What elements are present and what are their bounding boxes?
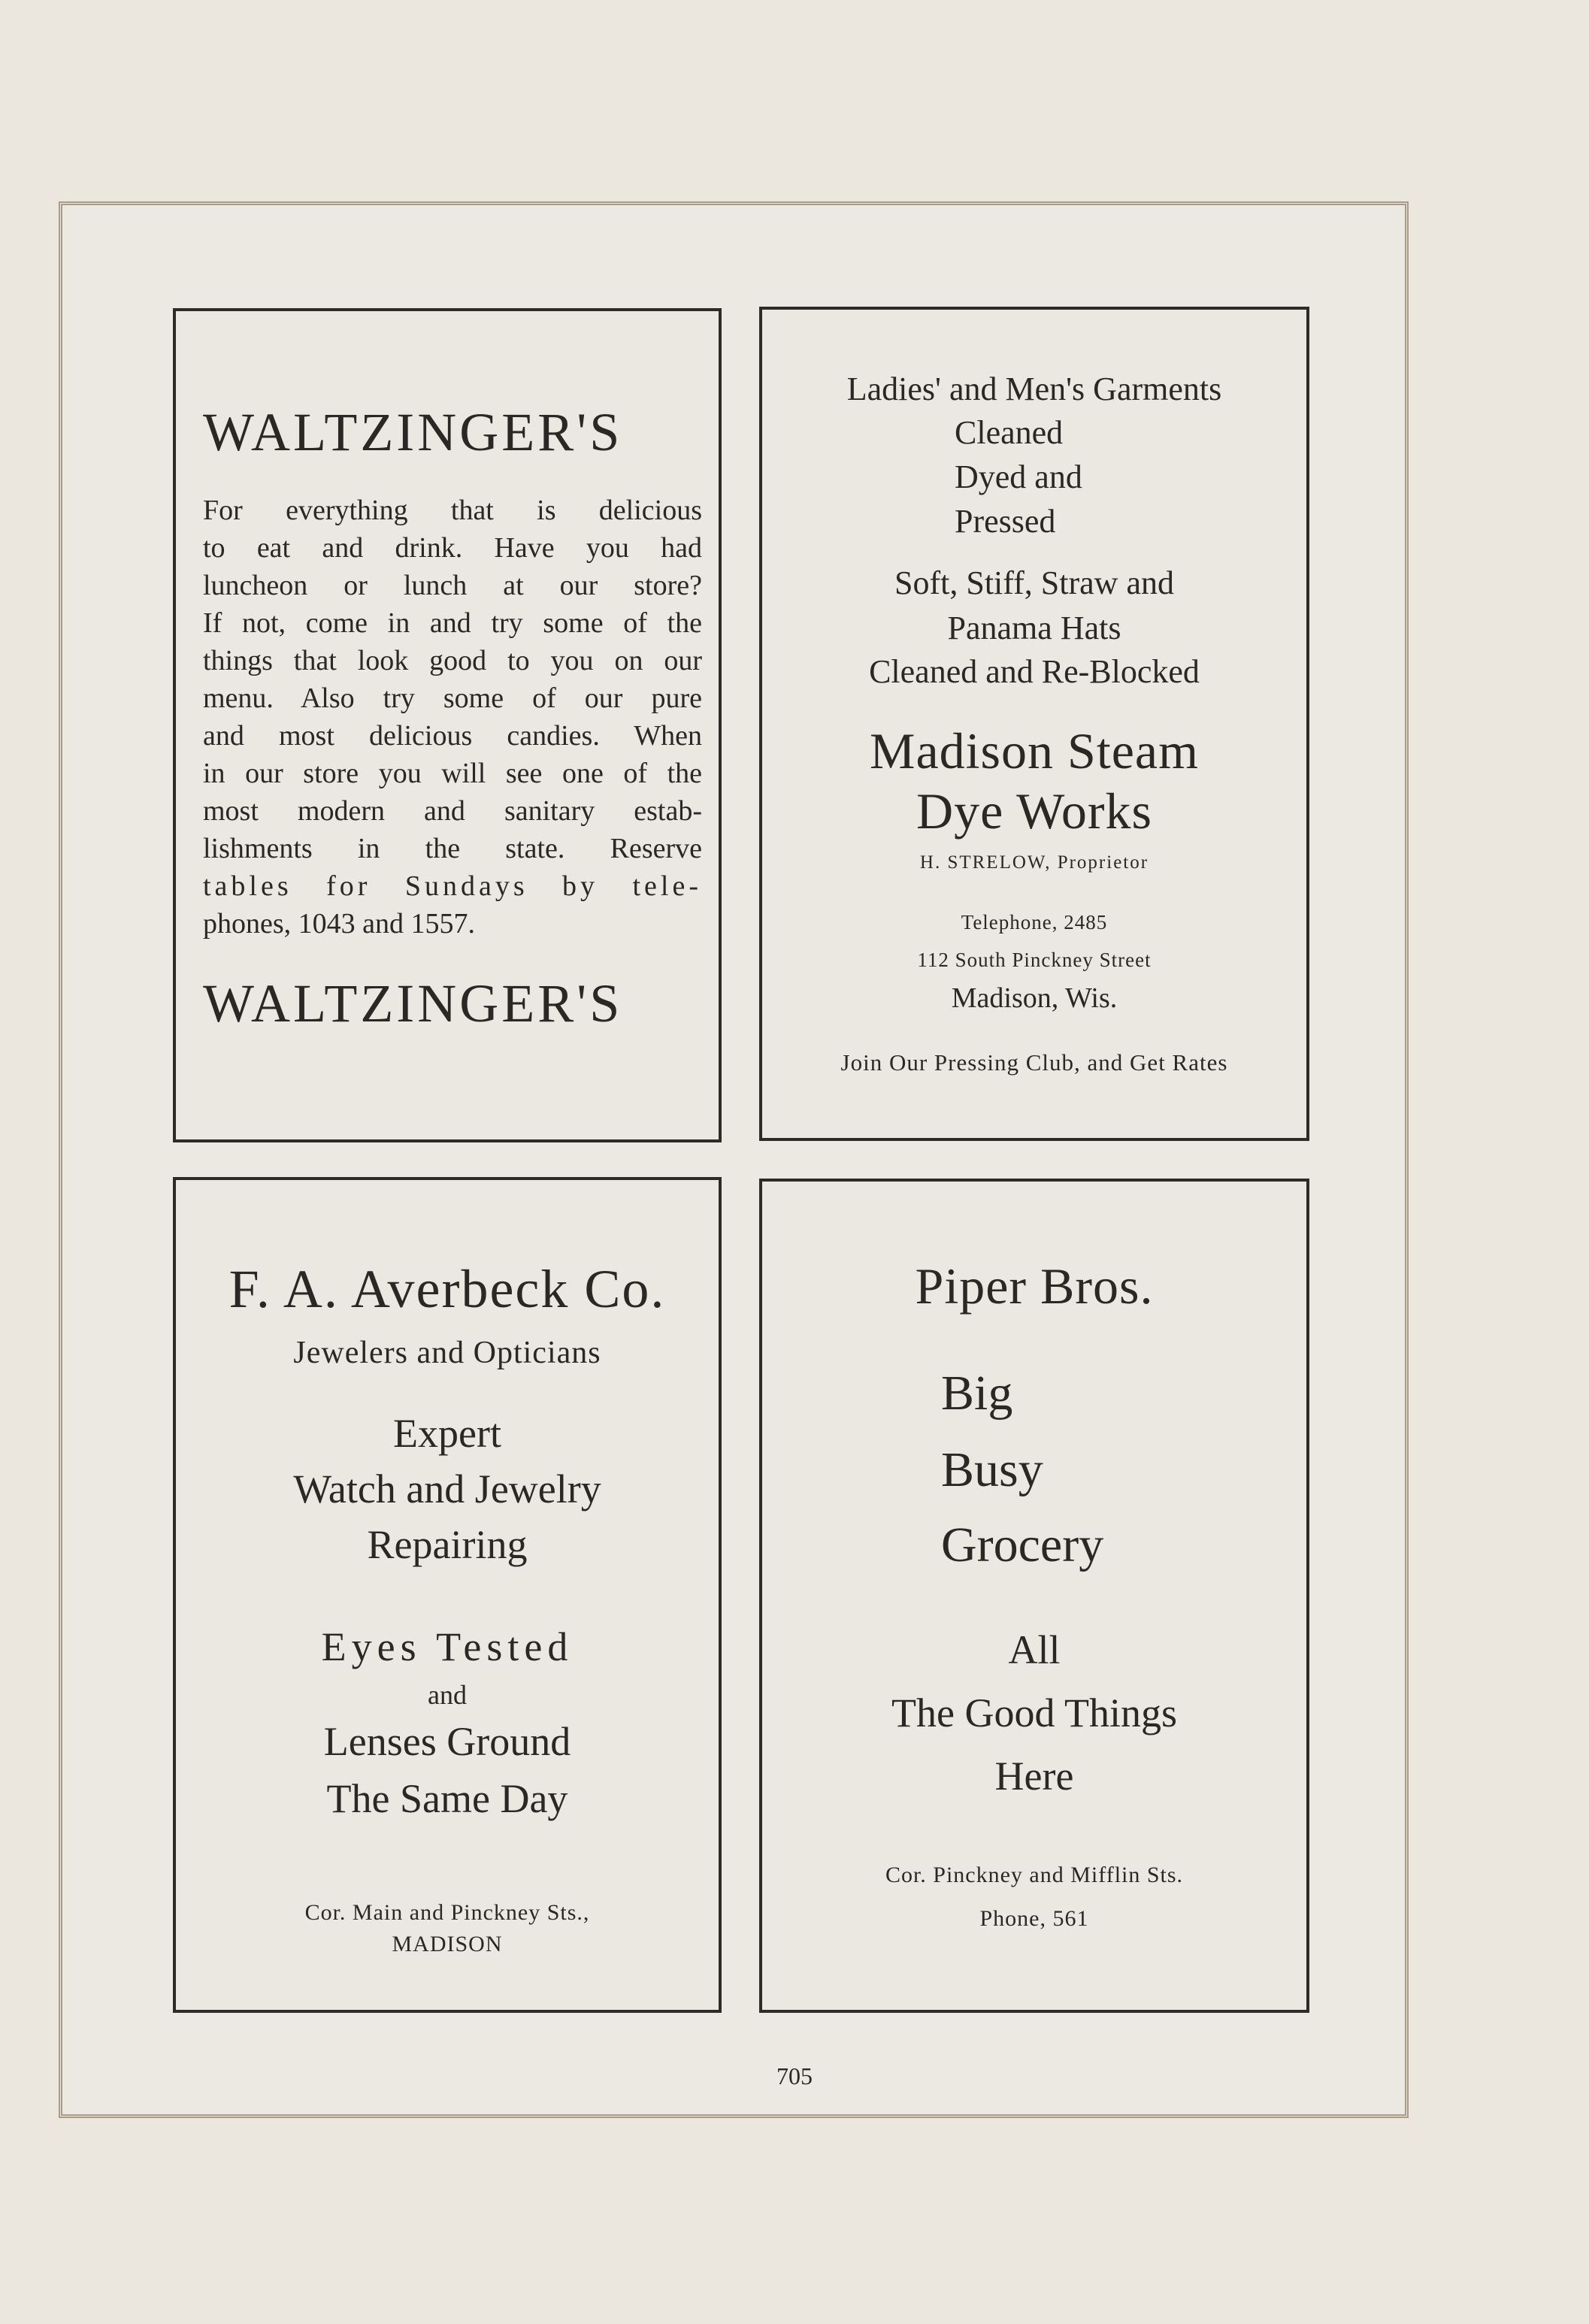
lens-line: Lenses Ground xyxy=(323,1719,571,1764)
address: Cor. Pinckney and Mifflin Sts. xyxy=(885,1863,1184,1887)
body-line: lishments in the state. Reserve xyxy=(203,833,702,864)
body-line: If not, come in and try some of the xyxy=(203,607,702,639)
good-things-line: The Good Things xyxy=(891,1690,1177,1735)
body-line: luncheon or lunch at our store? xyxy=(203,570,702,601)
eyes-tested: Eyes Tested xyxy=(321,1624,574,1669)
ad-piper-bros xyxy=(759,1179,1309,2013)
ad-title: F. A. Averbeck Co. xyxy=(229,1259,666,1319)
body-line: menu. Also try some of our pure xyxy=(203,682,702,714)
body-line: in our store you will see one of the xyxy=(203,758,702,789)
good-things-line: All xyxy=(1008,1627,1061,1672)
telephone: Telephone, 2485 xyxy=(961,911,1108,934)
body-line: phones, 1043 and 1557. xyxy=(203,908,476,940)
city: MADISON xyxy=(392,1932,503,1956)
ad-title: Piper Bros. xyxy=(915,1257,1154,1315)
ad-lead: Ladies' and Men's Garments xyxy=(846,371,1222,407)
and-text: and xyxy=(428,1680,467,1710)
business-name: Dye Works xyxy=(916,782,1152,840)
repair-line: Repairing xyxy=(367,1522,528,1567)
club-offer: Join Our Pressing Club, and Get Rates xyxy=(840,1049,1228,1076)
proprietor: H. STRELOW, Proprietor xyxy=(919,852,1149,873)
body-line: For everything that is delicious xyxy=(203,495,702,526)
ad-title-bottom: WALTZINGER'S xyxy=(203,973,623,1033)
slogan-line: Busy xyxy=(941,1442,1043,1497)
body-line: most modern and sanitary estab- xyxy=(203,795,702,827)
address: Cor. Main and Pinckney Sts., xyxy=(304,1900,590,1925)
ad-title: WALTZINGER'S xyxy=(203,402,623,462)
body-line: things that look good to you on our xyxy=(203,645,702,676)
hats-line: Panama Hats xyxy=(947,610,1121,646)
ad-body xyxy=(203,492,702,943)
service-line: Cleaned xyxy=(955,414,1064,451)
ad-madison-steam-dye-works xyxy=(759,307,1309,1141)
hats-line: Cleaned and Re-Blocked xyxy=(869,653,1200,690)
hats-line: Soft, Stiff, Straw and xyxy=(894,564,1174,601)
slogan-line: Big xyxy=(941,1366,1013,1421)
service-line: Dyed and xyxy=(955,458,1082,495)
business-name: Madison Steam xyxy=(870,722,1199,779)
repair-line: Watch and Jewelry xyxy=(293,1466,601,1512)
body-line: to eat and drink. Have you had xyxy=(203,532,702,564)
ad-averbeck-co xyxy=(173,1177,722,2013)
city: Madison, Wis. xyxy=(951,982,1118,1014)
slogan-line: Grocery xyxy=(941,1518,1104,1572)
ad-subtitle: Jewelers and Opticians xyxy=(293,1336,601,1370)
repair-line: Expert xyxy=(393,1411,501,1456)
body-line: tables for Sundays by tele- xyxy=(203,870,702,902)
service-line: Pressed xyxy=(955,503,1056,540)
phone: Phone, 561 xyxy=(979,1906,1089,1931)
lens-line: The Same Day xyxy=(326,1776,568,1821)
body-line: and most delicious candies. When xyxy=(203,720,702,752)
ad-waltzingers xyxy=(173,308,722,1142)
page-number: 705 xyxy=(776,2062,813,2089)
street-address: 112 South Pinckney Street xyxy=(917,949,1152,971)
good-things-line: Here xyxy=(994,1754,1074,1799)
